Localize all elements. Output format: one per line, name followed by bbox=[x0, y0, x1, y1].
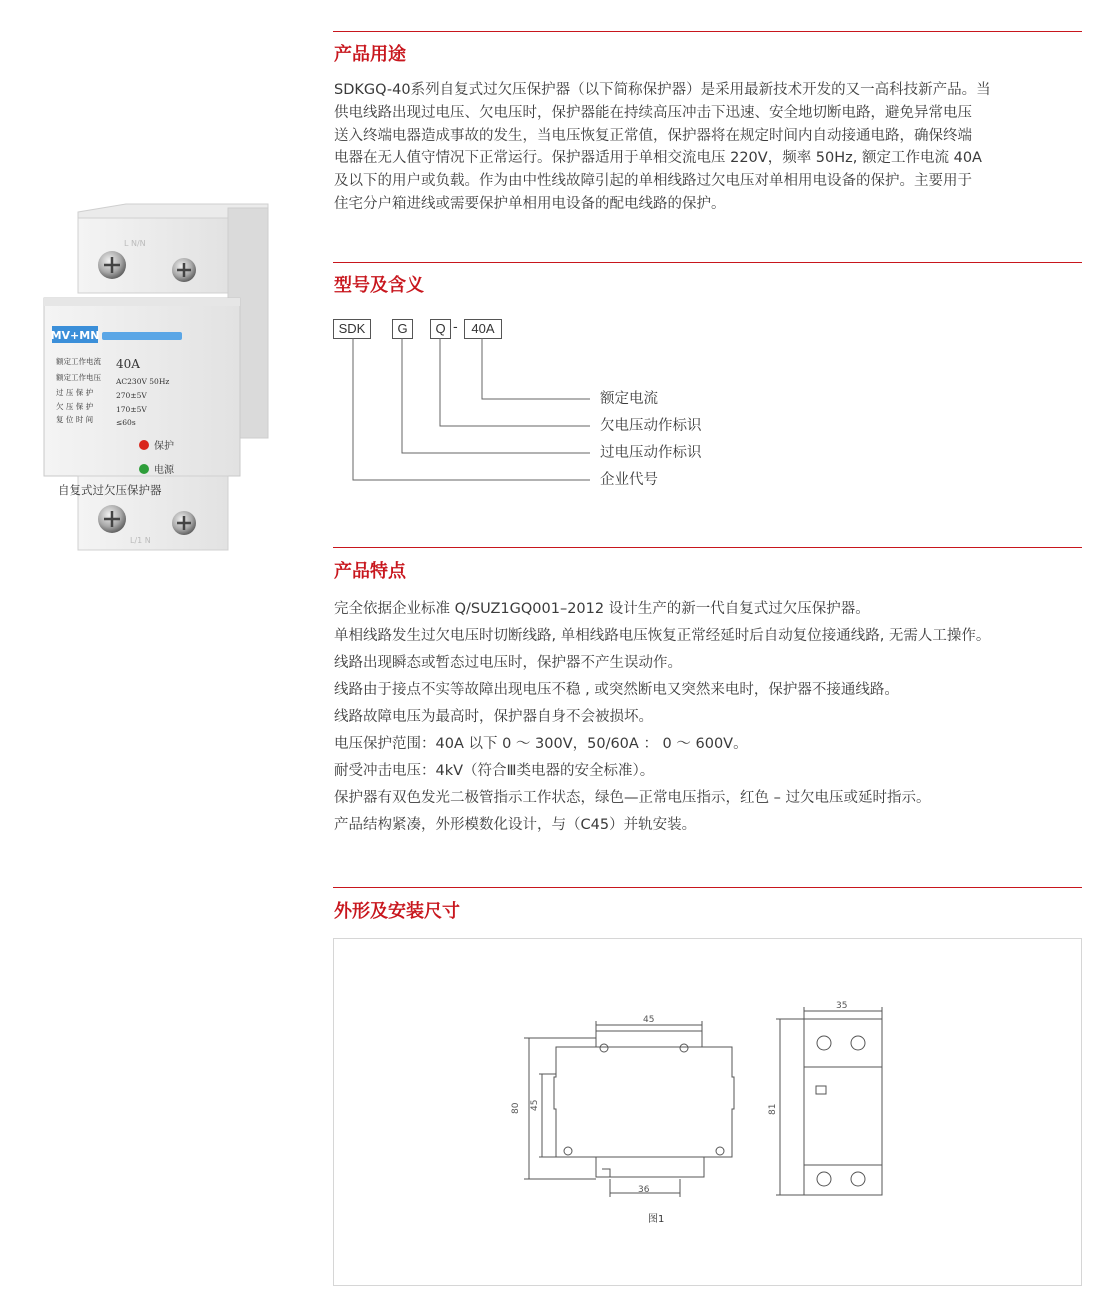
dim-label-bottom: 36 bbox=[638, 1185, 650, 1195]
feature-item: 线路故障电压为最高时，保护器自身不会被损坏。 bbox=[334, 709, 653, 725]
figure-caption: 图1 bbox=[648, 1214, 665, 1225]
model-label-overvoltage: 过电压动作标识 bbox=[600, 445, 702, 461]
section-divider bbox=[333, 31, 1082, 32]
dim-label-height-outer: 80 bbox=[511, 1102, 521, 1114]
usage-line: 住宅分户箱进线或需要保护单相用电设备的配电线路的保护。 bbox=[334, 195, 726, 212]
features-heading: 产品特点 bbox=[334, 561, 406, 582]
spec-label: 复 位 时 间 bbox=[56, 415, 94, 424]
feature-item: 保护器有双色发光二极管指示工作状态，绿色—正常电压指示，红色 – 过欠电压或延时指示。 bbox=[334, 790, 931, 806]
protect-led-icon bbox=[139, 440, 149, 450]
feature-item: 耐受冲击电压：4kV（符合Ⅲ类电器的安全标准）。 bbox=[334, 763, 655, 779]
section-divider bbox=[333, 887, 1082, 888]
model-label-company-code: 企业代号 bbox=[600, 472, 658, 488]
spec-label: 欠 压 保 护 bbox=[56, 402, 94, 411]
usage-paragraph bbox=[334, 79, 1086, 216]
usage-line: 送入终端电器造成事故的发生，当电压恢复正常值，保护器将在规定时间内自动接通电路，确保终端 bbox=[334, 127, 972, 144]
model-leader-lines bbox=[330, 336, 600, 486]
model-label-undervoltage: 欠电压动作标识 bbox=[600, 418, 702, 434]
spec-value: 270±5V bbox=[116, 391, 147, 400]
spec-value: AC230V 50Hz bbox=[116, 377, 170, 386]
dimension-drawing-frame bbox=[333, 938, 1082, 1286]
spec-value: 170±5V bbox=[116, 405, 147, 414]
usage-line: SDKGQ-40系列自复式过欠压保护器（以下简称保护器）是采用最新技术开发的又一高科技新产品。当 bbox=[334, 82, 991, 98]
model-label-rated-current: 额定电流 bbox=[600, 391, 658, 407]
feature-item: 电压保护范围：40A 以下 0 ～ 300V，50/60A ： 0 ～ 600V。 bbox=[334, 736, 748, 752]
product-photo bbox=[38, 198, 278, 558]
spec-value-current: 40A bbox=[116, 357, 140, 371]
feature-item: 单相线路发生过欠电压时切断线路, 单相线路电压恢复正常经延时后自动复位接通线路, 无需人工操作。 bbox=[334, 628, 991, 644]
screw-icon bbox=[98, 505, 126, 533]
usage-line: 及以下的用户或负载。作为由中性线故障引起的单相线路过欠电压对单相用电设备的保护。主要用于 bbox=[334, 173, 972, 190]
dim-label-height-inner: 45 bbox=[530, 1099, 540, 1111]
feature-item: 完全依据企业标准 Q/SUZ1GQ001–2012 设计生产的新一代自复式过欠压保护器。 bbox=[334, 601, 870, 617]
dim-label-width-top: 45 bbox=[643, 1015, 655, 1025]
power-led-icon bbox=[139, 464, 149, 474]
model-code-separator: - bbox=[453, 320, 458, 335]
usage-line: 供电线路出现过电压、欠电压时，保护器能在持续高压冲击下迅速、安全地切断电路，避免异常电压 bbox=[334, 104, 972, 121]
spec-label: 额定工作电流 bbox=[56, 357, 101, 366]
usage-line: 电器在无人值守情况下正常运行。保护器适用于单相交流电压 220V，频率 50Hz, 额定工作电流 40A bbox=[334, 150, 982, 167]
brand-text: MV+MN bbox=[50, 329, 100, 342]
section-divider bbox=[333, 262, 1082, 263]
indicator-protect-label: 保护 bbox=[154, 441, 174, 452]
model-code-current: 40A bbox=[464, 319, 502, 339]
product-name: 自复式过欠压保护器 bbox=[58, 483, 162, 497]
indicator-power-label: 电源 bbox=[154, 465, 174, 476]
section-divider bbox=[333, 547, 1082, 548]
screw-icon bbox=[172, 258, 196, 282]
screw-icon bbox=[172, 511, 196, 535]
feature-item: 线路出现瞬态或暂态过电压时，保护器不产生误动作。 bbox=[334, 655, 682, 671]
feature-item: 线路由于接点不实等故障出现电压不稳 , 或突然断电又突然来电时，保护器不接通线路。 bbox=[334, 682, 899, 698]
dimensions-heading: 外形及安装尺寸 bbox=[334, 901, 460, 922]
dim-label-side-width: 35 bbox=[836, 1001, 848, 1011]
model-code-sdk: SDK bbox=[333, 319, 371, 339]
dim-label-side-height: 81 bbox=[768, 1103, 778, 1115]
model-heading: 型号及含义 bbox=[334, 275, 424, 296]
features-list bbox=[334, 596, 1094, 839]
screw-icon bbox=[98, 251, 126, 279]
bottom-terminal-marks: L/1 N bbox=[130, 536, 151, 545]
top-terminal-marks: L N/N bbox=[124, 239, 146, 248]
usage-heading: 产品用途 bbox=[334, 44, 406, 65]
feature-item: 产品结构紧凑，外形模数化设计，与（C45）并轨安装。 bbox=[334, 817, 697, 833]
spec-label: 过 压 保 护 bbox=[56, 388, 94, 397]
spec-label: 额定工作电压 bbox=[56, 373, 101, 382]
spec-value: ≤60s bbox=[116, 418, 136, 427]
dimension-drawing bbox=[334, 939, 1081, 1285]
model-code-q: Q bbox=[430, 319, 451, 339]
model-code-g: G bbox=[392, 319, 413, 339]
